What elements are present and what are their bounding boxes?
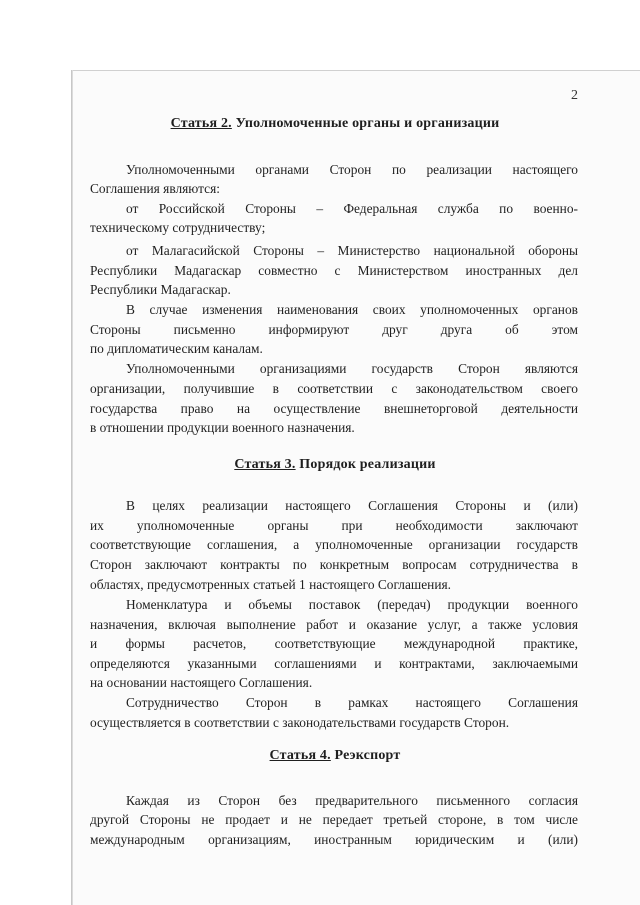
article-2-line: Республики Мадагаскар совместно с Министерством иностранных дел (90, 263, 578, 278)
article-4-line: другой Стороны не продает и не передает третьей стороне, в том числе (90, 812, 578, 827)
article-4-line: Каждая из Сторон без предварительного письменного согласия (126, 793, 578, 808)
article-2-line: Уполномоченными организациями государств Сторон являются (126, 361, 578, 376)
article-2-line: организации, получившие в соответствии с законодательством своего (90, 381, 578, 396)
article-2-heading (90, 116, 580, 132)
article-2-line: Соглашения являются: (90, 181, 220, 196)
article-3-line: назначения, включая выполнение работ и оказание услуг, а также условия (90, 617, 578, 632)
page-number: 2 (571, 88, 578, 103)
article-3-line: на основании настоящего Соглашения. (90, 675, 313, 690)
article-3-line: осуществляется в соответствии с законодательствами государств Сторон. (90, 715, 510, 730)
article-3-line: Сотрудничество Сторон в рамках настоящего Соглашения (126, 695, 578, 710)
article-4-number: Статья 4. (269, 748, 331, 763)
article-2-line: Уполномоченными органами Сторон по реализации настоящего (126, 162, 578, 177)
article-3-line: и формы расчетов, соответствующие международной практике, (90, 636, 578, 651)
article-2-line: В случае изменения наименования своих уполномоченных органов (126, 302, 578, 317)
article-3-number: Статья 3. (234, 457, 296, 472)
article-3-heading (90, 457, 580, 473)
article-2-number: Статья 2. (170, 116, 232, 131)
article-3-line: В целях реализации настоящего Соглашения Стороны и (или) (126, 498, 578, 513)
article-3-title: Порядок реализации (299, 457, 436, 472)
article-2-line: по дипломатическим каналам. (90, 341, 263, 356)
article-2-title: Уполномоченные органы и организации (235, 116, 500, 131)
article-4-line: международным организациям, иностранным юридическим и (или) (90, 832, 578, 847)
article-2-line: государства право на осуществление внешнеторговой деятельности (90, 401, 578, 416)
article-4-title: Реэкспорт (334, 748, 401, 763)
article-3-line: определяются указанными соглашениями и контрактами, заключаемыми (90, 656, 578, 671)
article-3-line: соответствующие соглашения, а уполномоченные организации государств (90, 537, 578, 552)
article-2-line: в отношении продукции военного назначения. (90, 420, 355, 435)
article-2-line: Стороны письменно информируют друг друга об этом (90, 322, 578, 337)
article-3-line: Сторон заключают контракты по конкретным вопросам сотрудничества в (90, 557, 578, 572)
article-4-heading (90, 748, 580, 764)
article-3-line: их уполномоченные органы при необходимости заключают (90, 518, 578, 533)
article-3-line: Номенклатура и объемы поставок (передач) продукции военного (126, 597, 578, 612)
article-2-line: от Российской Стороны – Федеральная служба по военно- (126, 201, 578, 216)
article-2-line: техническому сотрудничеству; (90, 220, 266, 235)
article-3-line: областях, предусмотренных статьей 1 настоящего Соглашения. (90, 577, 452, 592)
article-2-line: от Малагасийской Стороны – Министерство национальной обороны (126, 243, 578, 258)
article-2-line: Республики Мадагаскар. (90, 282, 231, 297)
